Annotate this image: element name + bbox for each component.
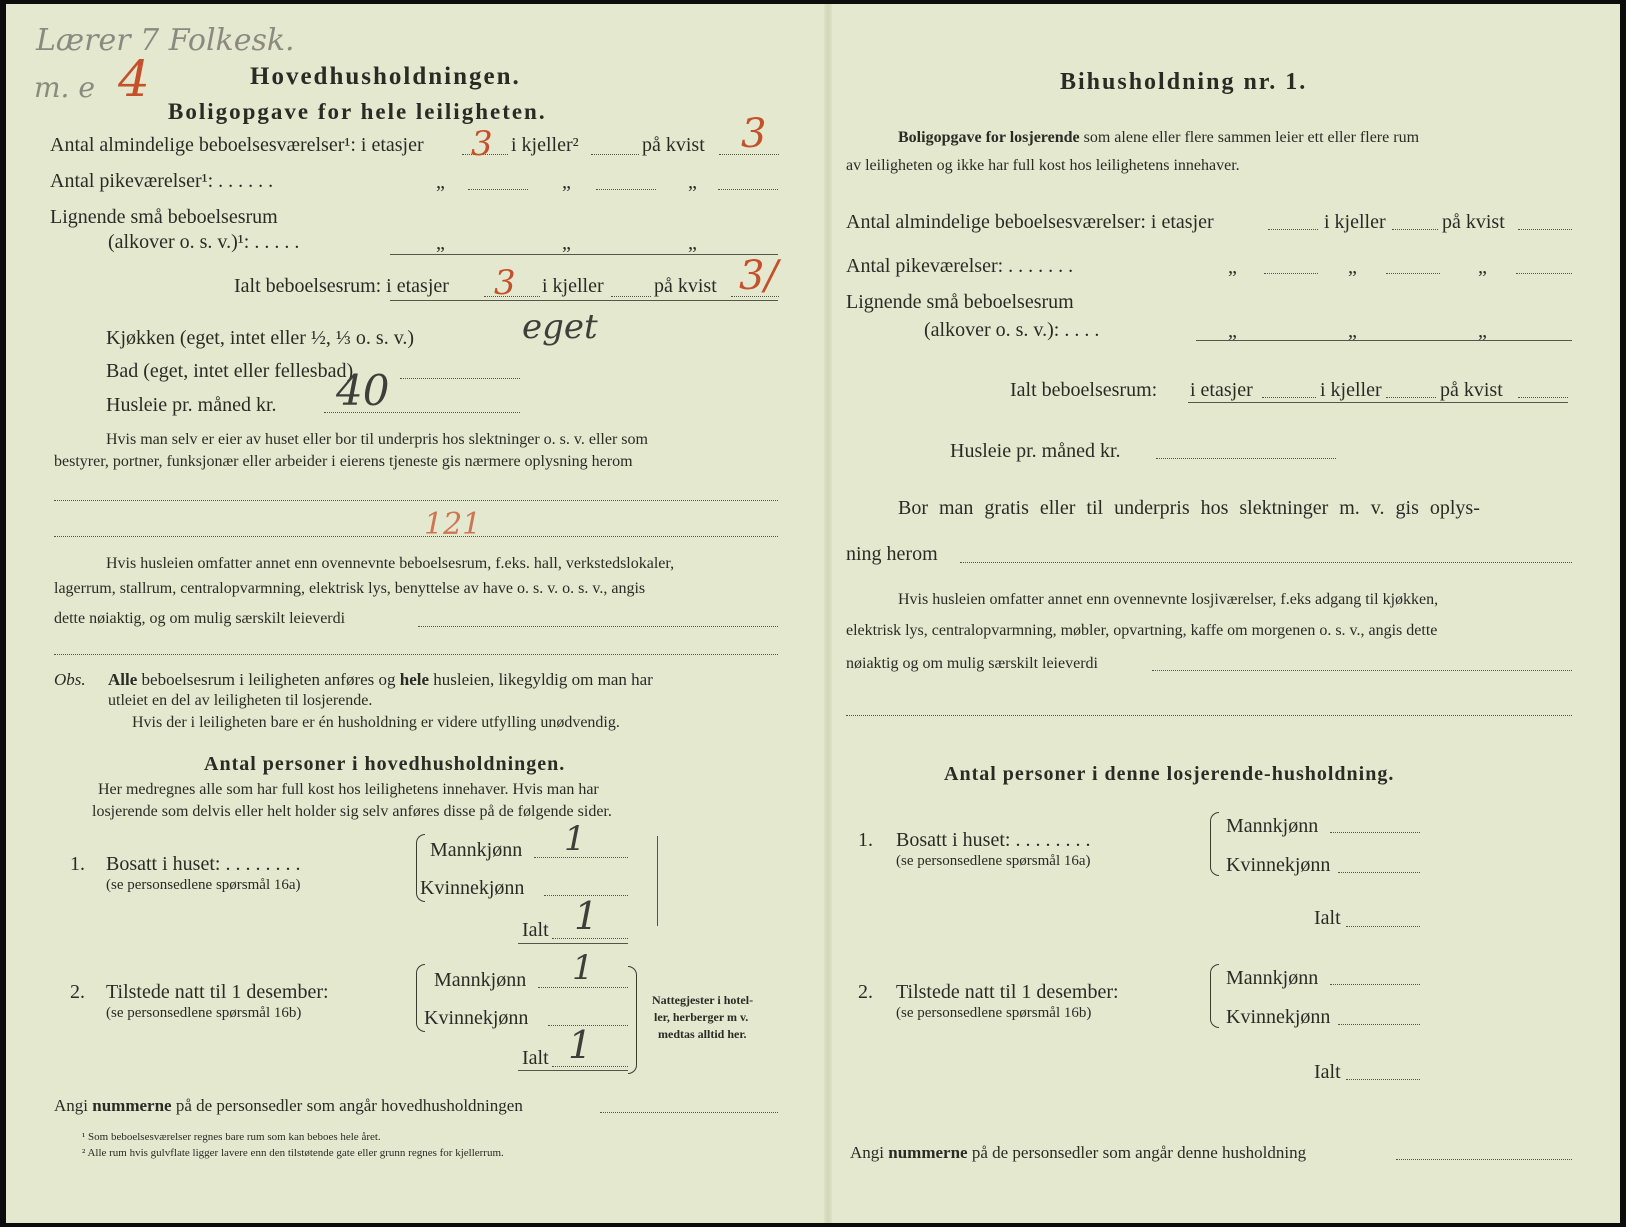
right-q1-sub: (se personsedlene spørsmål 16a) (896, 853, 1091, 869)
right-q1-kvinne-line[interactable] (1338, 872, 1420, 873)
obs-line1 (108, 671, 653, 688)
left-bad-label: Bad (eget, intet eller fellesbad) (106, 360, 354, 382)
right-row3-label-a: Lignende små beboelsesrum (846, 291, 1074, 313)
left-para1-answer-line-1[interactable] (54, 500, 778, 501)
left-row1-kjeller-label: i kjeller² (511, 134, 579, 156)
right-q1-label: Bosatt i huset: . . . . . . . . (896, 829, 1091, 851)
right-row2-line-3[interactable] (1516, 273, 1572, 274)
ditto-mark: „ (562, 232, 571, 254)
right-q2-ialt-line[interactable] (1346, 1079, 1420, 1080)
left-q1-number: 1. (70, 853, 85, 875)
right-ialt-kjeller-label: i kjeller (1320, 379, 1382, 401)
obs-alle: Alle (108, 670, 138, 689)
left-row1-kvist-label: på kvist (642, 134, 705, 156)
right-ialt-etasjer-label: i etasjer (1190, 379, 1253, 401)
left-angi-text (54, 1097, 523, 1114)
right-ialt-kvist-label: på kvist (1440, 379, 1503, 401)
left-angi-c: på de personsedler som angår hovedhusholdningen (175, 1096, 523, 1115)
left-q1-kvinne-label: Kvinnekjønn (420, 877, 525, 899)
left-ialt-etasjer-value: 3 (494, 263, 516, 303)
left-kjokken-label: Kjøkken (eget, intet eller ½, ⅓ o. s. v.) (106, 327, 415, 349)
left-q2-kvinne-label: Kvinnekjønn (424, 1007, 529, 1029)
left-q1-ialt-label: Ialt (522, 919, 549, 941)
obs-line3: Hvis der i leiligheten bare er én husholdning er videre utfylling unødvendig. (132, 714, 620, 731)
left-leieverdi-line[interactable] (418, 626, 778, 627)
right-intro-line1 (898, 130, 1419, 146)
right-angi-nummerne: nummerne (888, 1143, 968, 1162)
ditto-mark: „ (1348, 256, 1357, 278)
page-subtitle-main: Boligopgave for hele leiligheten. (168, 99, 547, 124)
right-q1-ialt-line[interactable] (1346, 926, 1420, 927)
left-angi-a: Angi (54, 1096, 88, 1115)
left-q1-rule (518, 943, 628, 944)
left-ialt-kvist-label: på kvist (654, 275, 717, 297)
left-q2-mann-value: 1 (572, 948, 594, 988)
left-q2-right-brace (628, 966, 637, 1074)
ditto-mark: „ (1228, 320, 1237, 342)
handwritten-me-note: m. e (34, 71, 95, 104)
right-angi-text (850, 1144, 1306, 1161)
left-row1-label: Antal almindelige beboelsesværelser¹: i etasjer (50, 134, 424, 156)
obs-line2: utleiet en del av leiligheten til losjerende. (108, 692, 373, 709)
right-gratis-line1: Bor man gratis eller til underpris hos slektninger m. v. gis oplys- (898, 497, 1480, 519)
right-ialt-rule (1188, 402, 1568, 403)
left-para1-line1: Hvis man selv er eier av huset eller bor til underpris hos slektninger o. s. v. eller som (106, 431, 648, 448)
right-gratis-line2: ning herom (846, 543, 938, 565)
left-red-mark: 121 (424, 507, 482, 542)
footnote-1: ¹ Som beboelsesværelser regnes bare rum som kan beboes hele året. (82, 1131, 381, 1143)
obs-hele: hele (399, 670, 430, 689)
left-row1-kjeller-line[interactable] (591, 154, 639, 155)
left-q1-ialt-line[interactable] (552, 938, 628, 939)
right-q1-mann-label: Mannkjønn (1226, 815, 1319, 837)
right-q1-mann-line[interactable] (1330, 832, 1420, 833)
ditto-mark: „ (1478, 256, 1487, 278)
left-q2-sub: (se personsedlene spørsmål 16b) (106, 1005, 302, 1021)
right-ialt-etasjer-line[interactable] (1262, 397, 1316, 398)
left-para1-answer-line-2[interactable] (54, 536, 778, 537)
left-kjokken-value: eget (522, 307, 598, 347)
left-q2-ialt-value: 1 (568, 1023, 593, 1067)
right-angi-line[interactable] (1396, 1159, 1572, 1160)
left-row1-etasjer-value: 3 (471, 124, 493, 164)
right-q2-label: Tilstede natt til 1 desember: (896, 981, 1119, 1003)
left-row2-line-2[interactable] (596, 189, 656, 190)
page-title-main: Hovedhusholdningen. (250, 63, 521, 90)
right-angi-c: på de personsedler som angår denne husholdning (971, 1143, 1307, 1162)
left-row2-label: Antal pikeværelser¹: . . . . . . (50, 170, 274, 192)
left-row3-line[interactable] (390, 254, 778, 255)
ditto-mark: „ (562, 171, 571, 193)
right-para-line3: nøiaktig og om mulig særskilt leieverdi (846, 655, 1098, 672)
obs-text-b: husleien, likegyldig om man har (433, 670, 653, 689)
left-ialt-kvist-value: 3/ (739, 253, 778, 299)
left-row3-label-a: Lignende små beboelsesrum (50, 206, 278, 228)
left-q2-mann-label: Mannkjønn (434, 969, 527, 991)
page-fold (824, 4, 832, 1223)
left-q1-label: Bosatt i huset: . . . . . . . . (106, 853, 301, 875)
ditto-mark: „ (688, 232, 697, 254)
left-ialt-label: Ialt beboelsesrum: i etasjer (234, 275, 449, 297)
right-q1-brace (1210, 812, 1219, 876)
right-page-title: Bihusholdning nr. 1. (1060, 69, 1308, 95)
left-persons-text-2: losjerende som delvis eller helt holder sig selv anføres disse på de følgende sider. (92, 803, 612, 820)
right-q2-mann-line[interactable] (1330, 984, 1420, 985)
right-row1-kjeller-label: i kjeller (1324, 211, 1386, 233)
left-angi-line[interactable] (600, 1112, 778, 1113)
left-persons-text-1: Her medregnes alle som har full kost hos leilighetens innehaver. Hvis man har (98, 781, 599, 798)
right-leieverdi-line[interactable] (1152, 670, 1572, 671)
ditto-mark: „ (688, 171, 697, 193)
right-persons-title: Antal personer i denne losjerende-husholdning. (944, 763, 1395, 785)
left-q2-rule (518, 1070, 628, 1071)
left-q1-sub: (se personsedlene spørsmål 16a) (106, 877, 301, 893)
left-q2-label: Tilstede natt til 1 desember: (106, 981, 329, 1003)
right-row2-line-2[interactable] (1386, 273, 1440, 274)
obs-text-a: beboelsesrum i leiligheten anføres og (141, 670, 396, 689)
right-q1-ialt-label: Ialt (1314, 907, 1341, 929)
right-q2-kvinne-label: Kvinnekjønn (1226, 1006, 1331, 1028)
left-para1-line2: bestyrer, portner, funksjonær eller arbeider i eierens tjeneste gis nærmere oplysning herom (54, 453, 633, 470)
right-row2-line-1[interactable] (1264, 273, 1318, 274)
left-para2-line3: dette nøiaktig, og om mulig særskilt leieverdi (54, 610, 346, 627)
ditto-mark: „ (436, 171, 445, 193)
left-husleie-value: 40 (336, 366, 390, 415)
right-row1-kjeller-line[interactable] (1392, 229, 1438, 230)
right-row2-label: Antal pikeværelser: . . . . . . . (846, 255, 1074, 277)
census-form-sheet (6, 4, 1620, 1223)
right-row3-label-b: (alkover o. s. v.): . . . . (924, 319, 1100, 341)
left-q2-number: 2. (70, 981, 85, 1003)
ditto-mark: „ (1228, 256, 1237, 278)
left-q1-mann-value: 1 (564, 819, 586, 859)
right-q2-kvinne-line[interactable] (1338, 1024, 1420, 1025)
left-ialt-kjeller-line[interactable] (611, 296, 651, 297)
right-intro-rest: som alene eller flere sammen leier ett eller flere rum (1083, 129, 1420, 146)
right-row1-label: Antal almindelige beboelsesværelser: i etasjer (846, 211, 1214, 233)
right-q2-mann-label: Mannkjønn (1226, 967, 1319, 989)
right-gratis-line[interactable] (960, 562, 1572, 563)
left-q1-ialt-value: 1 (574, 894, 599, 938)
left-row2-line-1[interactable] (468, 189, 528, 190)
right-husleie-label: Husleie pr. måned kr. (950, 440, 1121, 462)
left-husleie-label: Husleie pr. måned kr. (106, 394, 277, 416)
left-row1-kvist-value: 3 (741, 111, 767, 157)
nattegjester-note-3: medtas alltid her. (658, 1027, 747, 1041)
handwritten-me-number: 4 (118, 50, 150, 108)
right-angi-a: Angi (850, 1143, 884, 1162)
left-ialt-rule (390, 300, 778, 301)
left-row2-line-3[interactable] (718, 189, 778, 190)
left-para2-line1: Hvis husleien omfatter annet enn ovennevnte beboelsesrum, f.eks. hall, verkstedslokaler, (106, 555, 675, 572)
right-q2-brace (1210, 964, 1219, 1028)
left-q1-vertical-mark (657, 836, 658, 926)
obs-label: Obs. (54, 670, 86, 689)
left-q1-mann-label: Mannkjønn (430, 839, 523, 861)
nattegjester-note-2: ler, herberger m v. (654, 1010, 749, 1024)
left-ialt-kjeller-label: i kjeller (542, 275, 604, 297)
right-row1-etasjer-line[interactable] (1268, 229, 1318, 230)
right-ialt-kjeller-line[interactable] (1386, 397, 1436, 398)
right-para-line1: Hvis husleien omfatter annet enn ovennevnte losjiværelser, f.eks adgang til kjøkken, (898, 591, 1439, 608)
ditto-mark: „ (1348, 320, 1357, 342)
right-q1-kvinne-label: Kvinnekjønn (1226, 854, 1331, 876)
right-q1-number: 1. (858, 829, 873, 851)
right-intro-line2: av leiligheten og ikke har full kost hos leilighetens innehaver. (846, 157, 1240, 174)
right-row1-kvist-label: på kvist (1442, 211, 1505, 233)
left-bad-line[interactable] (400, 378, 520, 379)
right-q2-ialt-label: Ialt (1314, 1061, 1341, 1083)
left-para2-line2: lagerrum, stallrum, centralopvarmning, elektrisk lys, benyttelse av have o. s. v. o. s. v., angis (54, 580, 646, 597)
right-para-answer-line[interactable] (846, 715, 1572, 716)
left-persons-title: Antal personer i hovedhusholdningen. (204, 753, 566, 775)
right-intro-bold: Boligopgave for losjerende (898, 129, 1080, 146)
right-q2-number: 2. (858, 981, 873, 1003)
right-ialt-label: Ialt beboelsesrum: (1010, 379, 1158, 401)
handwritten-corner-note: Lærer 7 Folkesk. (36, 23, 295, 58)
left-angi-nummerne: nummerne (92, 1096, 172, 1115)
left-row3-label-b: (alkover o. s. v.)¹: . . . . . (108, 231, 300, 253)
right-row1-kvist-line[interactable] (1518, 229, 1572, 230)
right-husleie-line[interactable] (1156, 458, 1336, 459)
nattegjester-note-1: Nattegjester i hotel- (652, 993, 754, 1007)
right-para-line2: elektrisk lys, centralopvarmning, møbler, opvartning, kaffe om morgenen o. s. v., angis dette (846, 622, 1438, 639)
right-q2-sub: (se personsedlene spørsmål 16b) (896, 1005, 1092, 1021)
right-ialt-kvist-line[interactable] (1518, 397, 1568, 398)
left-q2-ialt-label: Ialt (522, 1047, 549, 1069)
footnote-2: ² Alle rum hvis gulvflate ligger lavere enn den tilstøtende gate eller grunn regnes for kjellerrum. (82, 1147, 504, 1159)
ditto-mark: „ (1478, 320, 1487, 342)
ditto-mark: „ (436, 232, 445, 254)
left-para2-answer-line[interactable] (54, 654, 778, 655)
right-row3-line[interactable] (1196, 340, 1572, 341)
